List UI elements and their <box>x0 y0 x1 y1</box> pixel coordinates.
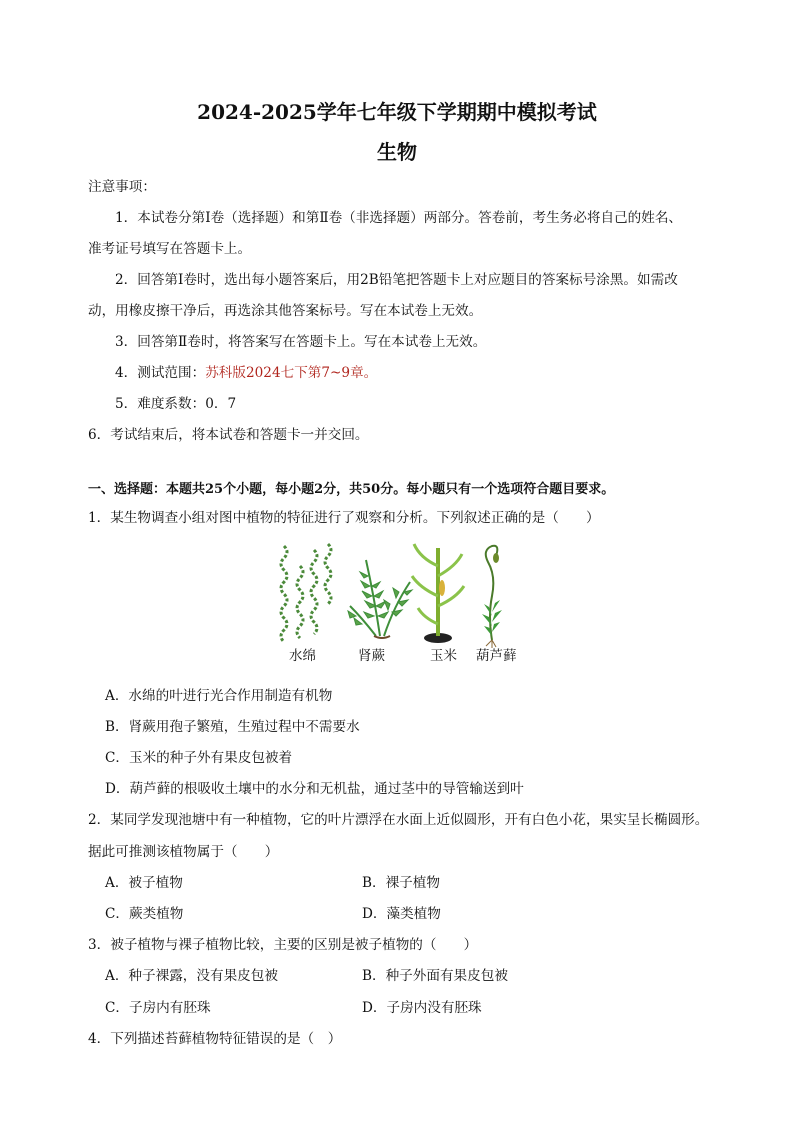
q1-option-d: D．葫芦藓的根吸收土壤中的水分和无机盐，通过茎中的导管输送到叶 <box>105 781 524 797</box>
fern-illustration <box>348 560 412 638</box>
q4-stem: 4．下列描述苔藓植物特征错误的是（ ） <box>88 1031 342 1047</box>
q2-stem-a: 2．某同学发现池塘中有一种植物，它的叶片漂浮在水面上近似圆形，开有白色小花，果实呈长椭圆形。 <box>88 812 709 828</box>
spirogyra-illustration <box>281 544 331 642</box>
plant-label-fern: 肾蕨 <box>358 648 385 664</box>
notice-item-2b: 动，用橡皮擦干净后，再选涂其他答案标号。写在本试卷上无效。 <box>88 303 483 319</box>
notice-item-4 <box>115 364 377 382</box>
q3-option-d: D．子房内没有胚珠 <box>362 1000 482 1016</box>
notice-item-4-prefix: 4．测试范围： <box>115 365 206 381</box>
q3-option-a: A．种子裸露，没有果皮包被 <box>105 968 278 984</box>
test-range: 苏科版2024七下第7~9章。 <box>205 365 378 381</box>
plant-label-moss: 葫芦藓 <box>476 648 517 664</box>
q2-option-b: B．裸子植物 <box>362 875 440 891</box>
notice-item-5: 5．难度系数：0．7 <box>115 396 237 412</box>
q1-option-b: B．肾蕨用孢子繁殖，生殖过程中不需要水 <box>105 719 360 735</box>
notice-item-3: 3．回答第Ⅱ卷时，将答案写在答题卡上。写在本试卷上无效。 <box>115 334 487 350</box>
plant-label-corn: 玉米 <box>430 648 457 664</box>
q1-stem: 1．某生物调查小组对图中植物的特征进行了观察和分析。下列叙述正确的是（ ） <box>88 510 600 526</box>
q1-option-c: C．玉米的种子外有果皮包被着 <box>105 750 293 766</box>
q2-option-a: A．被子植物 <box>105 875 183 891</box>
notice-item-1b: 准考证号填写在答题卡上。 <box>88 241 252 257</box>
plant-label-spirogyra: 水绵 <box>289 648 316 664</box>
q2-option-d: D．藻类植物 <box>362 906 441 922</box>
moss-illustration <box>482 546 502 648</box>
exam-title: 2024-2025学年七年级下学期期中模拟考试 <box>197 100 597 124</box>
subject-title: 生物 <box>377 140 417 164</box>
section-heading: 一、选择题：本题共25个小题，每小题2分，共50分。每小题只有一个选项符合题目要求。 <box>88 482 615 497</box>
q3-option-c: C．子房内有胚珠 <box>105 1000 211 1016</box>
q3-option-b: B．种子外面有果皮包被 <box>362 968 508 984</box>
q2-stem-b: 据此可推测该植物属于（ ） <box>88 844 279 860</box>
corn-illustration <box>412 544 464 643</box>
q1-option-a: A．水绵的叶进行光合作用制造有机物 <box>105 688 333 704</box>
notice-heading: 注意事项： <box>88 179 156 195</box>
notice-item-2a: 2．回答第Ⅰ卷时，选出每小题答案后，用2B铅笔把答题卡上对应题目的答案标号涂黑。如需改 <box>115 272 678 288</box>
notice-item-6: 6．考试结束后，将本试卷和答题卡一并交回。 <box>88 427 369 443</box>
notice-item-1a: 1．本试卷分第Ⅰ卷（选择题）和第Ⅱ卷（非选择题）两部分。答卷前，考生务必将自己的姓名、 <box>115 210 683 226</box>
q3-stem: 3．被子植物与裸子植物比较，主要的区别是被子植物的（ ） <box>88 937 478 953</box>
q2-option-c: C．蕨类植物 <box>105 906 184 922</box>
